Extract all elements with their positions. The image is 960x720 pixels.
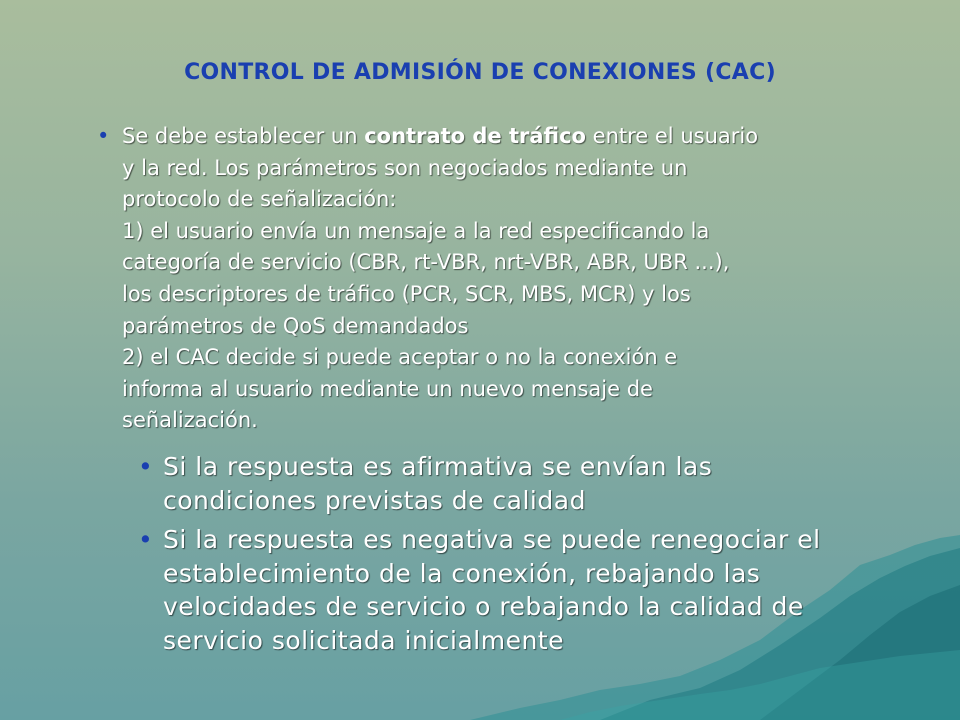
sub-bullet-line: servicio solicitada inicialmente (163, 625, 564, 655)
main-bullet-line: y la red. Los parámetros son negociados mediante un (122, 155, 688, 180)
sub-bullet-line: velocidades de servicio o rebajando la calidad de (163, 592, 804, 621)
sub-bullet-affirmative (138, 450, 928, 517)
bullet-dot-icon: • (138, 525, 154, 554)
main-bullet (97, 121, 932, 437)
main-bullet-line: 1) el usuario envía un mensaje a la red especificando la (122, 218, 710, 243)
sub-bullet-line: condiciones previstas de calidad (163, 485, 586, 515)
main-bullet-line: parámetros de QoS demandados (122, 313, 469, 338)
sub-bullet-negative (138, 523, 928, 657)
main-bullet-line: los descriptores de tráfico (PCR, SCR, MBS, MCR) y los (122, 281, 691, 306)
slide-title: CONTROL DE ADMISIÓN DE CONEXIONES (CAC) (184, 60, 776, 85)
bold-text-run: contrato de tráfico (364, 124, 586, 148)
bullet-dot-icon: • (97, 124, 110, 148)
bullet-dot-icon: • (138, 452, 154, 481)
text-run: Se debe establecer un (122, 124, 365, 148)
main-bullet-text (122, 121, 932, 437)
main-bullet-line: señalización. (122, 408, 258, 433)
main-bullet-line: protocolo de señalización: (122, 187, 397, 212)
sub-bullet-list (138, 450, 928, 663)
sub-bullet-line: Si la respuesta es negativa se puede renegociar el (163, 525, 821, 554)
text-run: entre el usuario (585, 124, 759, 148)
sub-bullet-line: Si la respuesta es afirmativa se envían las (163, 452, 713, 481)
main-bullet-line: informa al usuario mediante un nuevo mensaje de (122, 376, 653, 401)
main-bullet-line (122, 121, 932, 153)
main-bullet-line: 2) el CAC decide si puede aceptar o no la conexión e (122, 345, 678, 370)
sub-bullet-line: establecimiento de la conexión, rebajando las (163, 558, 761, 588)
main-bullet-line: categoría de servicio (CBR, rt-VBR, nrt-VBR, ABR, UBR ...), (122, 250, 730, 275)
